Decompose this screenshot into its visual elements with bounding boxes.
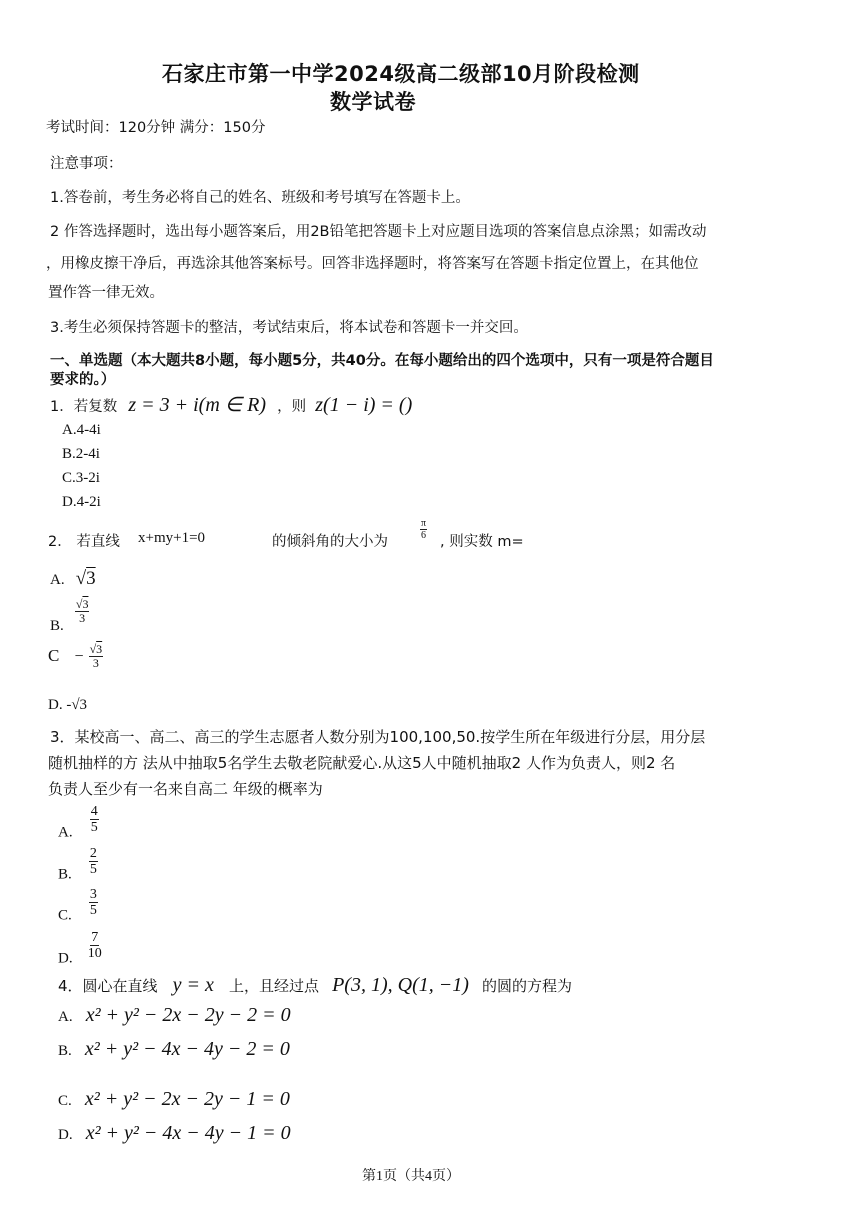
question-1: [50, 392, 412, 417]
q3-line-3: 负责人至少有一名来自高二 年级的概率为: [48, 780, 323, 798]
exam-subtitle: 数学试卷: [330, 90, 416, 114]
exam-info: 考试时间：120分钟 满分：150分: [46, 120, 266, 136]
q2-angle: [420, 518, 427, 541]
q4-option-b-equation: x² + y² − 4x − 4y − 2 = 0: [84, 1038, 290, 1060]
q3-option-d-value: $\frac{7}{10}$: [87, 930, 102, 962]
q2-angle-num: π: [421, 518, 427, 529]
q2-option-c-label: C: [48, 646, 60, 666]
q2-option-b-label: B.: [50, 618, 64, 635]
q3-option-c-label: C.: [58, 907, 72, 924]
q3-option-c-value: $\frac{3}{5}$: [89, 887, 97, 919]
page-number: 第1页（共4页）: [362, 1169, 460, 1184]
exam-title: 石家庄市第一中学2024级高二级部10月阶段检测: [162, 62, 640, 86]
q2-middle: 的倾斜角的大小为: [272, 534, 388, 550]
q1-formula: z = 3 + i(m ∈ R): [128, 394, 267, 416]
q2-option-a-label: A.: [50, 572, 65, 588]
q2-option-a: [50, 568, 96, 590]
q4-option-c-label: C.: [58, 1093, 72, 1109]
q1-option-c: C.3-2i: [62, 470, 100, 486]
q1-formula-2: z(1 − i) = (): [315, 394, 413, 416]
q2-option-b: [50, 598, 89, 635]
notice-item-2-line-1: 2 作答选择题时，选出每小题答案后，用2B铅笔把答题卡上对应题目选项的答案信息点涂黑；如需改动: [50, 224, 707, 240]
section-heading-line-1: 一、单选题（本大题共8小题，每小题5分，共40分。在每小题给出的四个选项中，只有一项是符合题目: [50, 353, 714, 369]
q4-option-d-label: D.: [58, 1127, 73, 1143]
q4-points: P(3, 1), Q(1, −1): [332, 974, 469, 996]
q3-option-b-value: $\frac{2}{5}$: [89, 846, 97, 878]
q3-option-d: [58, 930, 102, 967]
q3-option-b-label: B.: [58, 866, 72, 883]
q2-angle-den: 6: [421, 530, 427, 541]
q3-option-a-value: $\frac{4}{5}$: [90, 804, 98, 836]
q4-middle: 上，且经过点: [228, 977, 319, 995]
section-heading-line-2: 要求的。）: [50, 372, 116, 388]
q1-option-a: A.4-4i: [62, 422, 101, 438]
q3-option-d-label: D.: [58, 950, 73, 967]
q2-option-c-value: $\frac{√3}{3}$: [89, 642, 103, 671]
q2-option-b-value: $\frac{√3}{3}$: [75, 597, 89, 626]
q4-suffix: 的圆的方程为: [481, 977, 572, 995]
q2-option-c-sign: −: [74, 648, 84, 666]
q4-option-b-label: B.: [58, 1043, 72, 1059]
q2-option-a-value: √3: [75, 568, 96, 589]
q4-option-a-label: A.: [58, 1009, 73, 1025]
q1-option-d: D.4-2i: [62, 494, 101, 510]
q4-option-a-equation: x² + y² − 2x − 2y − 2 = 0: [85, 1004, 291, 1026]
notice-item-2-line-2: ，用橡皮擦干净后，再选涂其他答案标号。回答非选择题时，将答案写在答题卡指定位置上，在其他位: [46, 256, 699, 272]
q2-option-d: D. -√3: [48, 697, 88, 713]
notice-heading: 注意事项：: [50, 156, 123, 172]
q1-middle: ，则: [277, 399, 307, 415]
q2-prefix: 2． 若直线: [48, 534, 120, 550]
q4-option-b: [58, 1038, 290, 1061]
q1-option-b: B.2-4i: [62, 446, 100, 462]
q4-option-a: [58, 1004, 291, 1027]
q4-prefix: 4．圆心在直线: [58, 977, 158, 995]
notice-item-3: 3.考生必须保持答题卡的整洁，考试结束后，将本试卷和答题卡一并交回。: [50, 320, 528, 336]
q3-line-2: 随机抽样的方 法从中抽取5名学生去敬老院献爱心.从这5人中随机抽取2 人作为负责人，则2 名: [48, 754, 676, 772]
q3-option-c: [58, 887, 98, 924]
q4-option-c: [58, 1088, 290, 1111]
q1-prefix: 1．若复数: [50, 399, 118, 415]
q2-suffix: , 则实数 m=: [440, 534, 524, 550]
q4-option-d-equation: x² + y² − 4x − 4y − 1 = 0: [85, 1122, 291, 1144]
question-4: [58, 974, 572, 997]
q2-line-equation: x+my+1=0: [138, 530, 206, 546]
q3-option-b: [58, 846, 98, 883]
q3-option-a: [58, 804, 99, 841]
notice-item-2-line-3: 置作答一律无效。: [48, 285, 164, 301]
q4-option-c-equation: x² + y² − 2x − 2y − 1 = 0: [84, 1088, 290, 1110]
q4-line-equation: y = x: [172, 974, 214, 996]
q4-option-d: [58, 1122, 291, 1145]
q2-option-c: [48, 643, 103, 670]
q3-option-a-label: A.: [58, 824, 73, 841]
q3-line-1: 3．某校高一、高二、高三的学生志愿者人数分别为100,100,50.按学生所在年级进行分层，用分层: [50, 728, 706, 746]
notice-item-1: 1.答卷前，考生务必将自己的姓名、班级和考号填写在答题卡上。: [50, 190, 470, 206]
